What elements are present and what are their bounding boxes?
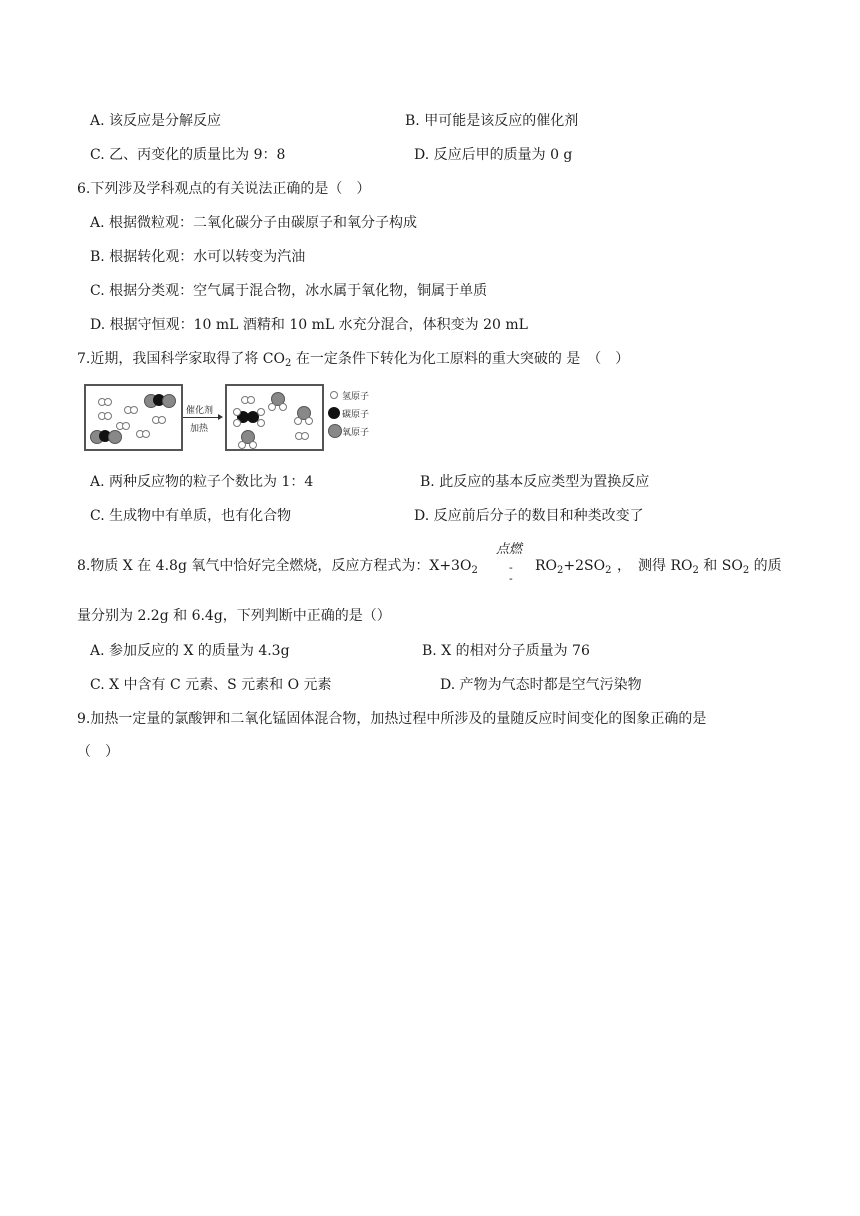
q7-stem xyxy=(77,350,629,368)
reactants-box xyxy=(84,384,183,451)
hydrogen-atom xyxy=(257,408,265,416)
q8-option-c: C. X 中含有 C 元素、S 元素和 O 元素 xyxy=(90,677,332,693)
q8-option-d: D. 产物为气态时都是空气污染物 xyxy=(440,677,642,693)
q8-o2-sub: 2 xyxy=(471,565,478,576)
hydrogen-atom xyxy=(301,432,309,440)
hydrogen-atom xyxy=(142,430,150,438)
q8-prod-sub2: 2 xyxy=(605,565,612,576)
hydrogen-atom xyxy=(279,403,287,411)
products-box xyxy=(225,384,324,451)
arrow-head-icon xyxy=(218,414,223,420)
q8-stem-tail xyxy=(617,557,782,575)
hydrogen-atom xyxy=(104,398,112,406)
q5-option-c: C. 乙、丙变化的质量比为 9：8 xyxy=(90,147,286,163)
q6-option-c: C. 根据分类观：空气属于混合物，冰水属于氧化物，铜属于单质 xyxy=(90,283,488,299)
condition-dash-bottom: - xyxy=(509,572,513,585)
q6-option-a: A. 根据微粒观：二氧化碳分子由碳原子和氧分子构成 xyxy=(90,215,418,231)
reaction-condition: 点燃 xyxy=(496,542,523,557)
q7-option-c: C. 生成物中有单质，也有化合物 xyxy=(90,508,292,524)
q7-stem-sub: 2 xyxy=(285,358,292,369)
q7-option-b: B. 此反应的基本反应类型为置换反应 xyxy=(420,474,650,490)
oxygen-atom xyxy=(108,430,122,444)
q6-option-b: B. 根据转化观：水可以转变为汽油 xyxy=(90,249,306,265)
q8-tail-post: 的质 xyxy=(749,558,782,574)
q8-option-b: B. X 的相对分子质量为 76 xyxy=(422,643,590,659)
legend-oxygen-icon xyxy=(328,424,342,438)
legend-hydrogen-label: 氢原子 xyxy=(342,392,370,402)
hydrogen-atom xyxy=(305,417,313,425)
hydrogen-atom xyxy=(158,416,166,424)
q8-stem-start xyxy=(77,557,478,575)
q6-stem: 6.下列涉及学科观点的有关说法正确的是（ ） xyxy=(77,181,371,197)
hydrogen-atom xyxy=(130,406,138,414)
q9-stem: 9.加热一定量的氯酸钾和二氧化锰固体混合物，加热过程中所涉及的量随反应时间变化的图象正确的是 xyxy=(77,711,707,727)
q8-stem-pre: 8.物质 X 在 4.8g 氧气中恰好完全燃烧，反应方程式为：X+3O xyxy=(77,558,472,574)
q8-tail-sub1: 2 xyxy=(692,565,699,576)
hydrogen-atom xyxy=(249,441,257,449)
q8-prod-pre: RO xyxy=(535,558,558,574)
q8-tail-pre: ， 测得 RO xyxy=(617,558,693,574)
q8-tail-mid: 和 SO xyxy=(698,558,743,574)
q8-products xyxy=(535,557,612,575)
arrow-label-catalyst: 催化剂 xyxy=(186,406,214,416)
hydrogen-atom xyxy=(247,396,255,404)
q7-stem-pre: 7.近期，我国科学家取得了将 CO xyxy=(77,351,285,367)
hydrogen-atom xyxy=(294,417,302,425)
hydrogen-atom xyxy=(257,419,265,427)
condition-dash-top: - xyxy=(509,561,513,574)
arrow-label-heat: 加热 xyxy=(190,424,209,434)
legend-carbon-icon xyxy=(328,407,340,419)
hydrogen-atom xyxy=(238,441,246,449)
q7-stem-post: 在一定条件下转化为化工原料的重大突破的 是 （ ） xyxy=(291,351,630,367)
q6-option-d: D. 根据守恒观：10 mL 酒精和 10 mL 水充分混合，体积变为 20 mL xyxy=(90,317,528,333)
legend-carbon-label: 碳原子 xyxy=(342,410,370,420)
hydrogen-atom xyxy=(233,408,241,416)
q5-option-d: D. 反应后甲的质量为 0 g xyxy=(414,147,573,163)
q7-option-d: D. 反应前后分子的数目和种类改变了 xyxy=(414,508,644,524)
q9-answer-paren: （ ） xyxy=(77,744,119,760)
hydrogen-atom xyxy=(104,412,112,420)
oxygen-atom xyxy=(162,394,176,408)
legend-hydrogen-icon xyxy=(330,391,338,399)
q5-option-a: A. 该反应是分解反应 xyxy=(90,113,222,129)
q8-prod-mid: +2SO xyxy=(563,558,606,574)
hydrogen-atom xyxy=(233,419,241,427)
q8-tail-sub2: 2 xyxy=(742,565,750,576)
q8-option-a: A. 参加反应的 X 的质量为 4.3g xyxy=(90,643,290,659)
q8-stem-line2: 量分别为 2.2g 和 6.4g，下列判断中正确的是（） xyxy=(77,608,391,624)
hydrogen-atom xyxy=(122,422,130,430)
q8-prod-sub1: 2 xyxy=(557,565,564,576)
hydrogen-atom xyxy=(268,403,276,411)
legend-oxygen-label: 氧原子 xyxy=(342,428,370,438)
q5-option-b: B. 甲可能是该反应的催化剂 xyxy=(405,113,579,129)
reaction-diagram xyxy=(84,384,384,454)
q7-option-a: A. 两种反应物的粒子个数比为 1：4 xyxy=(90,474,314,490)
reaction-arrow xyxy=(183,417,219,418)
